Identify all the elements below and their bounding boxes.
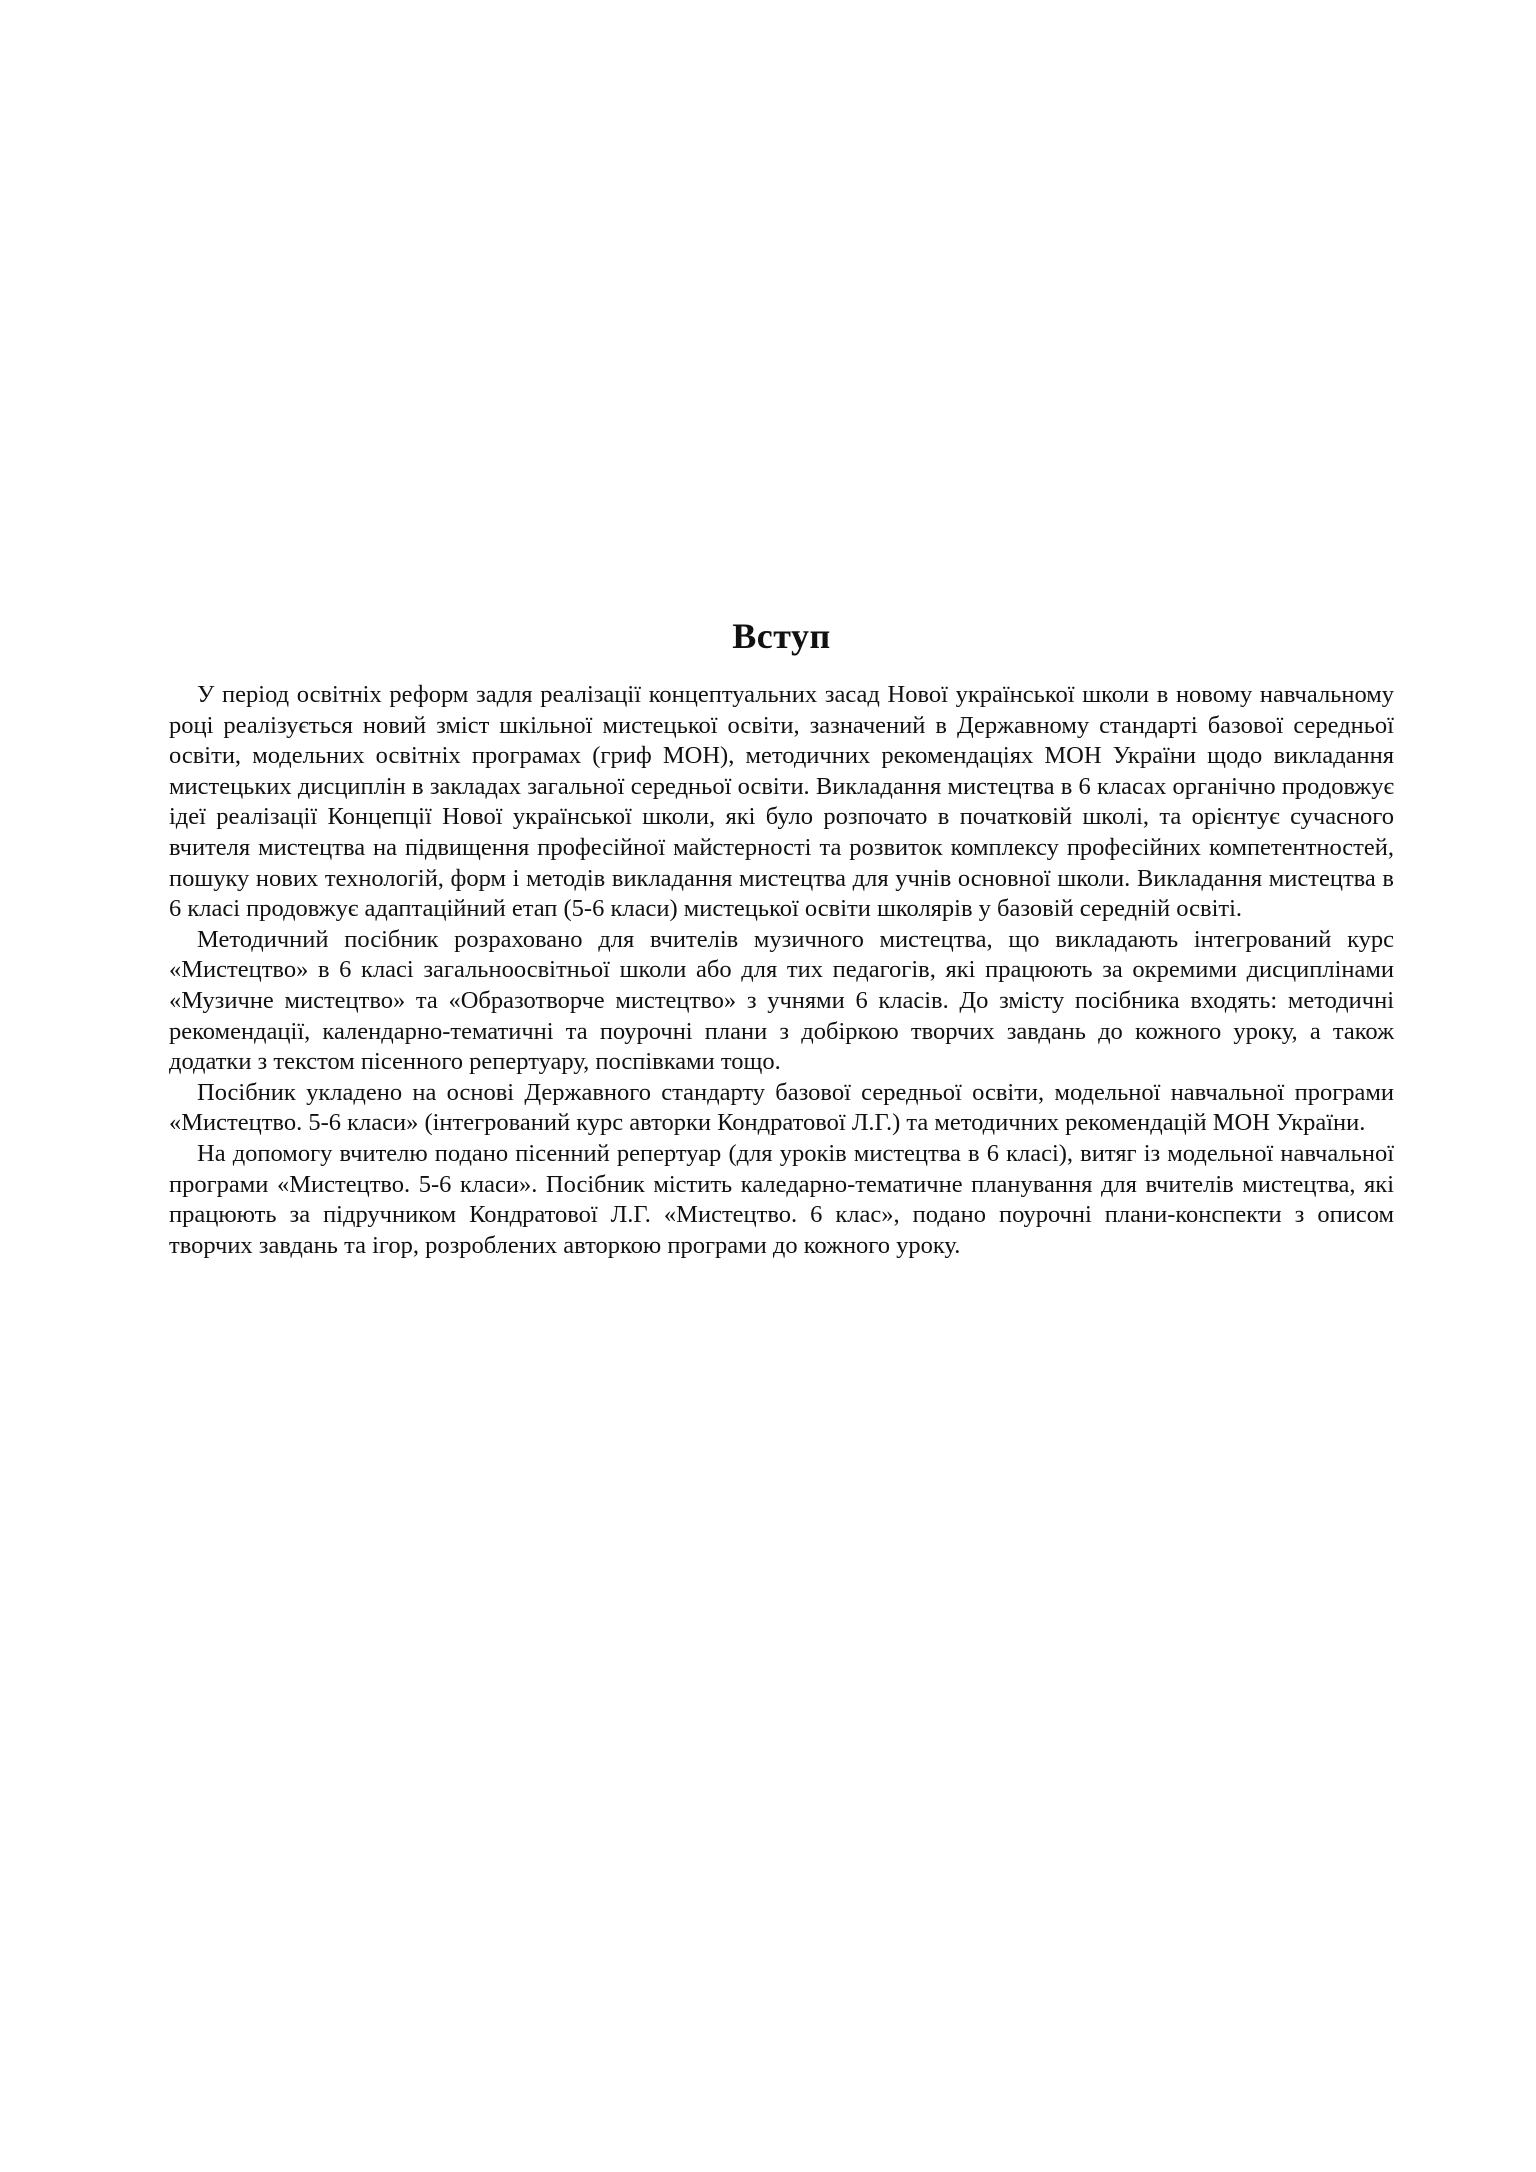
paragraph-contents: На допомогу вчителю подано пісенний репертуар (для уроків мистецтва в 6 класі), витяг із модельної навчальної програми «Мистецтво. 5-6 класи». Посібник містить каледарно-тематичне планування для вчителів мистецтва, які працюють за підручником Кондратової Л.Г. «Мистецтво. 6 клас», подано поурочні плани-конспекти з описом творчих завдань та ігор, розроблених авторкою програми до кожного уроку. [169, 1139, 1394, 1259]
document-content [169, 612, 1394, 1261]
page-title: Вступ [732, 616, 831, 656]
paragraph-basis: Посібник укладено на основі Державного стандарту базової середньої освіти, модельної навчальної програми «Мистецтво. 5-6 класи» (інтегрований курс авторки Кондратової Л.Г.) та методичних рекомендацій МОН України. [169, 1078, 1394, 1137]
paragraph-manual-purpose: Методичний посібник розраховано для вчителів музичного мистецтва, що викладають інтегрований курс «Мистецтво» в 6 класі загальноосвітньої школи або для тих педагогів, які працюють за окремими дисциплінами «Музичне мистецтво» та «Образотворче мистецтво» з учнями 6 класів. До змісту посібника входять: методичні рекомендації, календарно-тематичні та поурочні плани з добіркою творчих завдань до кожного уроку, а також додатки з текстом пісенного репертуару, поспівками тощо. [169, 925, 1394, 1076]
paragraph-intro: У період освітніх реформ задля реалізації концептуальних засад Нової української школи в новому навчальному році реалізується новий зміст шкільної мистецької освіти, зазначений в Державному стандарті базової середньої освіти, модельних освітніх програмах (гриф МОН), методичних рекомендаціях МОН України щодо викладання мистецьких дисциплін в закладах загальної середньої освіти. Викладання мистецтва в 6 класах органічно продовжує ідеї реалізації Концепції Нової української школи, які було розпочато в початковій школі, та орієнтує сучасного вчителя мистецтва на підвищення професійної майстерності та розвиток комплексу професійних компетентностей, пошуку нових технологій, форм і методів викладання мистецтва для учнів основної школи. Викладання мистецтва в 6 класі продовжує адаптаційний етап (5-6 класи) мистецької освіти школярів у базовій середній освіті. [169, 681, 1394, 923]
